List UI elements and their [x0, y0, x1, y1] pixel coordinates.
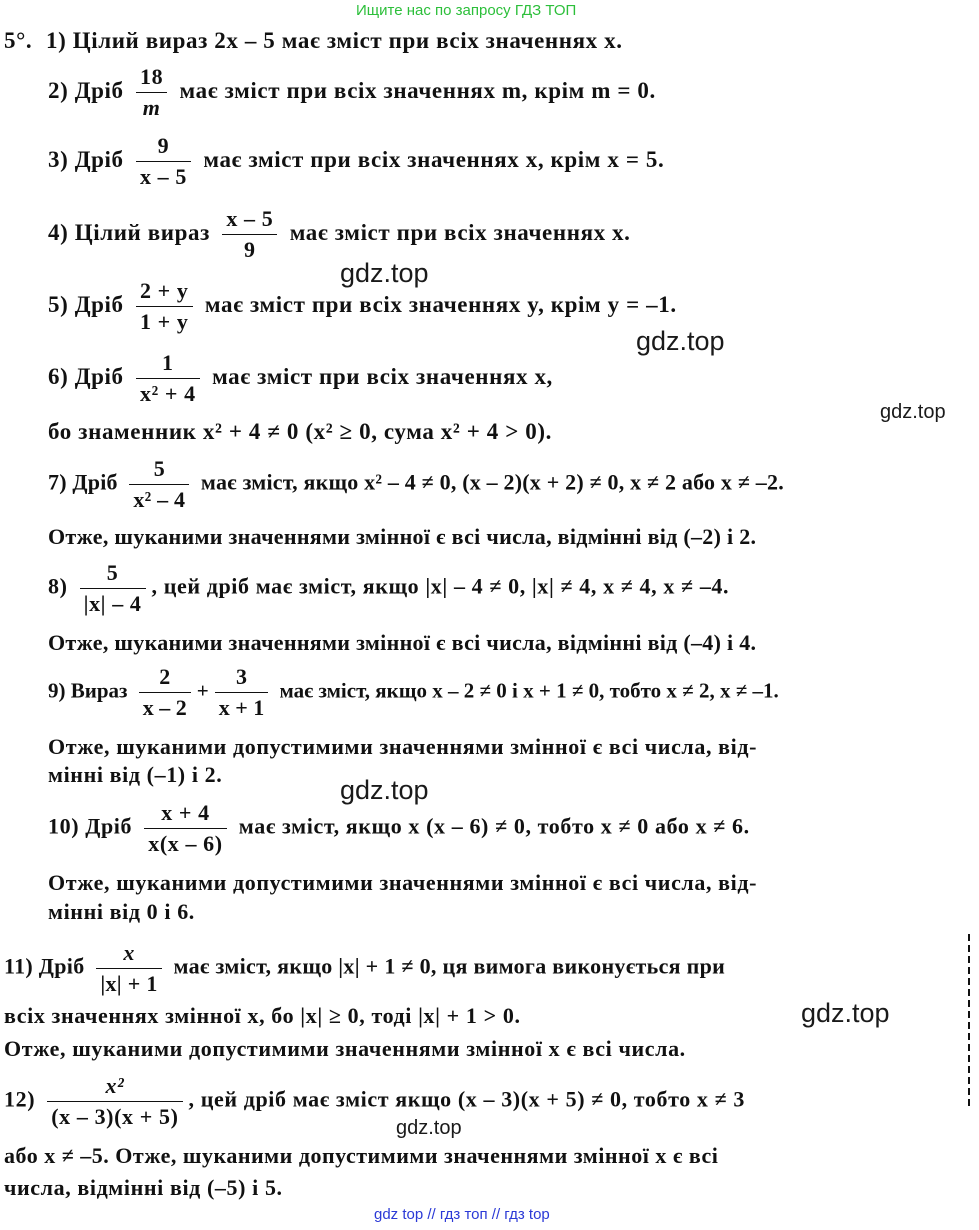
fraction [136, 133, 191, 190]
item-9-line-2: Отже, шуканими допустимими значеннями змінної є всі числа, від- [48, 734, 758, 759]
item-4-tail: має зміст при всіх значеннях x. [289, 219, 631, 245]
denominator: |x| – 4 [83, 591, 142, 616]
plus-sign: + [196, 678, 209, 703]
header-banner: Ищите нас по запросу ГДЗ ТОП [356, 2, 577, 19]
item-8 [48, 560, 729, 617]
item-7-tail: має зміст, якщо x² – 4 ≠ 0, (x – 2)(x + 2) ≠ 0, x ≠ 2 або x ≠ –2. [200, 469, 784, 495]
item-9-lead: 9) Вираз [48, 678, 128, 703]
item-11 [4, 940, 725, 997]
item-12-lead: 12) [4, 1086, 36, 1112]
fraction [47, 1073, 182, 1130]
numerator: x + 4 [144, 800, 226, 829]
item-1: 1) Цілий вираз 2x – 5 має зміст при всіх значеннях x. [46, 28, 623, 53]
item-12 [4, 1073, 745, 1130]
item-5-lead: 5) Дріб [48, 291, 124, 317]
fraction [136, 278, 193, 335]
item-12-tail: , цей дріб має зміст якщо (x – 3)(x + 5) ≠ 0, тобто x ≠ 3 [188, 1086, 746, 1112]
fraction [96, 940, 161, 997]
denominator: x – 5 [139, 164, 187, 189]
fraction-2 [215, 664, 269, 721]
watermark: gdz.top [801, 998, 890, 1028]
denominator: x – 2 [142, 695, 187, 720]
item-10 [48, 800, 750, 857]
fraction [136, 350, 200, 407]
item-6 [48, 350, 553, 407]
item-8-lead: 8) [48, 573, 68, 599]
item-8-line-2: Отже, шуканими значеннями змінної є всі числа, відмінні від (–4) і 4. [48, 630, 757, 655]
denominator: m [142, 95, 161, 120]
watermark: gdz.top [396, 1117, 462, 1139]
scan-edge-mark [968, 934, 970, 1110]
item-10-line-3: мінні від 0 і 6. [48, 899, 195, 924]
numerator: 5 [129, 456, 189, 485]
item-3-lead: 3) Дріб [48, 146, 124, 172]
numerator: 1 [136, 350, 200, 379]
item-4 [48, 206, 631, 263]
item-6-lead: 6) Дріб [48, 363, 124, 389]
item-11-line-3: Отже, шуканими допустимими значеннями змінної x є всі числа. [4, 1036, 686, 1061]
item-7-line-2: Отже, шуканими значеннями змінної є всі числа, відмінні від (–2) і 2. [48, 524, 757, 549]
item-4-lead: 4) Цілий вираз [48, 219, 210, 245]
denominator: x + 1 [218, 695, 265, 720]
denominator: 1 + y [139, 309, 189, 334]
item-11-line-2: всіх значеннях змінної x, бо |x| ≥ 0, тоді |x| + 1 > 0. [4, 1003, 521, 1028]
problem-number: 5°. [4, 28, 33, 53]
item-2-tail: має зміст при всіх значеннях m, крім m = 0. [179, 77, 656, 103]
numerator: x² [47, 1073, 182, 1102]
numerator: 3 [215, 664, 269, 693]
watermark: gdz.top [880, 401, 946, 423]
item-2-lead: 2) Дріб [48, 77, 124, 103]
item-8-tail: , цей дріб має зміст, якщо |x| – 4 ≠ 0, |x| ≠ 4, x ≠ 4, x ≠ –4. [151, 573, 730, 599]
item-11-tail: має зміст, якщо |x| + 1 ≠ 0, ця вимога виконується при [173, 953, 726, 979]
item-3-tail: має зміст при всіх значеннях x, крім x = 5. [203, 146, 665, 172]
item-5-tail: має зміст при всіх значеннях y, крім y = –1. [204, 291, 677, 317]
numerator: 2 + y [136, 278, 193, 307]
denominator: |x| + 1 [100, 971, 158, 996]
item-10-tail: має зміст, якщо x (x – 6) ≠ 0, тобто x ≠ 0 або x ≠ 6. [238, 813, 750, 839]
numerator: 18 [136, 64, 167, 93]
denominator: x² – 4 [133, 487, 186, 512]
item-9-line-3: мінні від (–1) і 2. [48, 762, 223, 787]
numerator: 2 [139, 664, 191, 693]
denominator: 9 [244, 237, 256, 262]
numerator: x – 5 [222, 206, 277, 235]
fraction-1 [139, 664, 191, 721]
item-11-lead: 11) Дріб [4, 953, 85, 979]
fraction [129, 456, 189, 513]
fraction [136, 64, 167, 121]
watermark: gdz.top [340, 258, 429, 288]
fraction [222, 206, 277, 263]
item-9-tail: має зміст, якщо x – 2 ≠ 0 і x + 1 ≠ 0, тобто x ≠ 2, x ≠ –1. [279, 678, 779, 703]
denominator: x² + 4 [139, 381, 196, 406]
item-10-lead: 10) Дріб [48, 813, 133, 839]
watermark: gdz.top [636, 326, 725, 356]
fraction [80, 560, 146, 617]
item-3 [48, 133, 664, 190]
item-9 [48, 664, 779, 721]
item-12-line-2: або x ≠ –5. Отже, шуканими допустимими значеннями змінної x є всі [4, 1143, 719, 1168]
item-6-line-2: бо знаменник x² + 4 ≠ 0 (x² ≥ 0, сума x² + 4 > 0). [48, 419, 553, 444]
item-12-line-3: числа, відмінні від (–5) і 5. [4, 1175, 283, 1200]
item-6-tail: має зміст при всіх значеннях x, [212, 363, 553, 389]
numerator: 9 [136, 133, 191, 162]
fraction [144, 800, 226, 857]
numerator: 5 [80, 560, 146, 589]
numerator: x [96, 940, 161, 969]
item-7 [48, 456, 784, 513]
item-2 [48, 64, 656, 121]
item-7-lead: 7) Дріб [48, 469, 118, 495]
footer-links: gdz top // гдз топ // гдз top [374, 1206, 550, 1223]
watermark: gdz.top [340, 775, 429, 805]
denominator: (x – 3)(x + 5) [51, 1104, 179, 1129]
denominator: x(x – 6) [148, 831, 223, 856]
item-10-line-2: Отже, шуканими допустимими значеннями змінної є всі числа, від- [48, 870, 758, 895]
